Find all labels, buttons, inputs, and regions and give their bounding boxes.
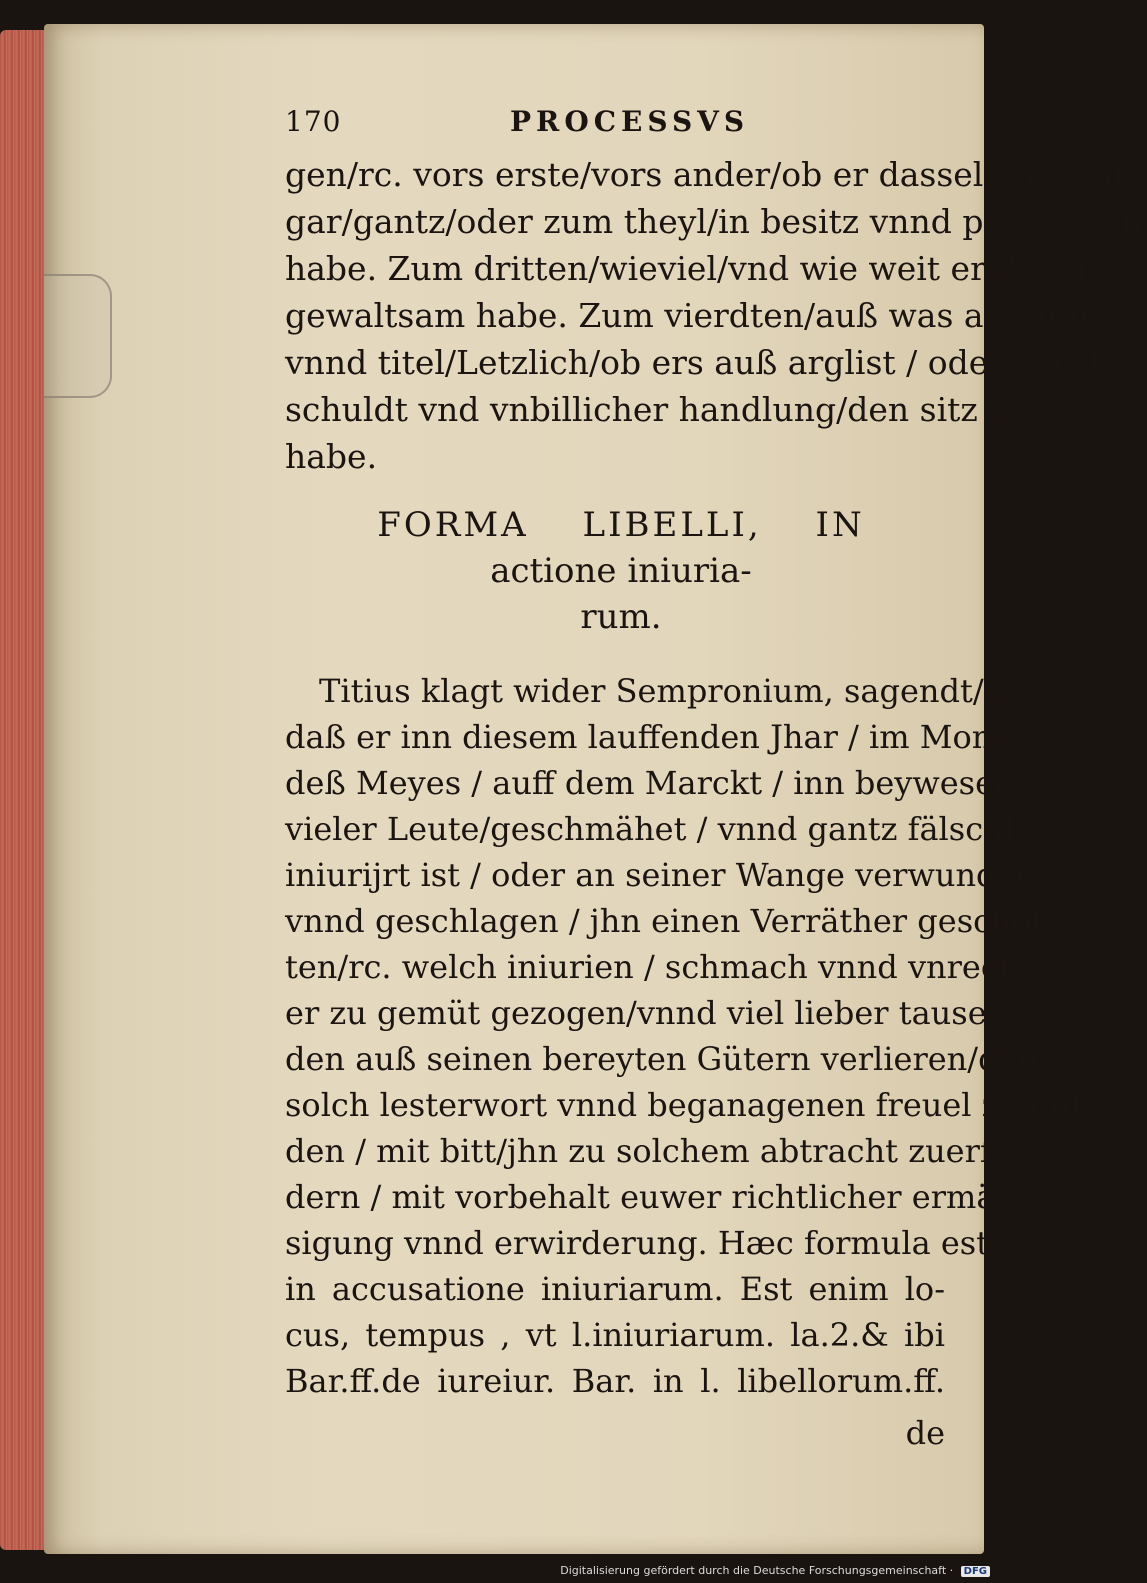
text-line: solch lesterwort vnnd beganagenen freuel zu dul- bbox=[285, 1086, 1092, 1124]
text-line: deß Meyes / auff dem Marckt / inn beywesen bbox=[285, 764, 1015, 802]
text-line: gar/gantz/oder zum theyl/in besitz vnnd possession bbox=[285, 202, 1143, 241]
clip-mark bbox=[44, 274, 112, 398]
text-line: ten/rc. welch iniurien / schmach vnnd vnrecht bbox=[285, 948, 1033, 986]
text-line: vieler Leute/geschmähet / vnnd gantz fälschlich bbox=[285, 810, 1063, 848]
section-title-line: actione iniuria- bbox=[490, 551, 752, 591]
dfg-logo: DFG bbox=[961, 1566, 990, 1577]
text-line: daß er inn diesem lauffenden Jhar / im Monat bbox=[285, 718, 1025, 756]
text-column bbox=[285, 105, 1147, 1456]
text-line: Titius klagt wider Sempronium, sagendt/ bbox=[319, 672, 984, 710]
text-line: iniurijrt ist / oder an seiner Wange verwundet/ bbox=[285, 856, 1040, 894]
running-title: PROCESSVS bbox=[510, 105, 750, 138]
paragraph-1 bbox=[285, 151, 1147, 480]
text-line: er zu gemüt gezogen/vnnd viel lieber tausent gül- bbox=[285, 994, 1093, 1032]
digitization-credit bbox=[560, 1564, 990, 1577]
text-line: den / mit bitt/jhn zu solchem abtracht zuerfor- bbox=[285, 1132, 1038, 1170]
text-line: vnnd titel/Letzlich/ob ers auß arglist / oder sonst bbox=[285, 343, 1103, 382]
text-line: in accusatione iniuriarum. Est enim lo- bbox=[285, 1270, 945, 1308]
catchword: de bbox=[905, 1414, 945, 1452]
text-line: vnnd geschlagen / jhn einen Verräther gescholt- bbox=[285, 902, 1065, 940]
text-line: gewaltsam habe. Zum vierdten/auß was ankunfft bbox=[285, 296, 1105, 335]
section-title bbox=[285, 502, 957, 640]
text-line: dern / mit vorbehalt euwer richtlicher ermäs- bbox=[285, 1178, 1023, 1216]
paragraph-2 bbox=[285, 668, 1093, 1456]
text-line: habe. Zum dritten/wieviel/vnd wie weit er das in bbox=[285, 249, 1097, 288]
text-line: habe. bbox=[285, 437, 378, 476]
text-line: gen/rc. vors erste/vors ander/ob er dasselbige Gut bbox=[285, 155, 1128, 194]
text-line: sigung vnnd erwirderung. Hæc formula est bbox=[285, 1224, 990, 1262]
section-title-line: FORMA LIBELLI, IN bbox=[377, 505, 865, 545]
page-edges bbox=[0, 30, 48, 1550]
page-number: 170 bbox=[285, 105, 342, 138]
credit-text: Digitalisierung gefördert durch die Deutsche Forschungsgemeinschaft · bbox=[560, 1564, 954, 1577]
page-header bbox=[285, 105, 965, 151]
text-line: schuldt vnd vnbillicher handlung/den sitz verlassen bbox=[285, 390, 1147, 429]
section-title-line: rum. bbox=[580, 597, 662, 637]
text-line: cus, tempus , vt l.iniuriarum. la.2.& ibi bbox=[285, 1316, 945, 1354]
text-line: den auß seinen bereyten Gütern verlieren/denn bbox=[285, 1040, 1059, 1078]
text-line: Bar.ff.de iureiur. Bar. in l. libellorum.ff. bbox=[285, 1362, 945, 1400]
